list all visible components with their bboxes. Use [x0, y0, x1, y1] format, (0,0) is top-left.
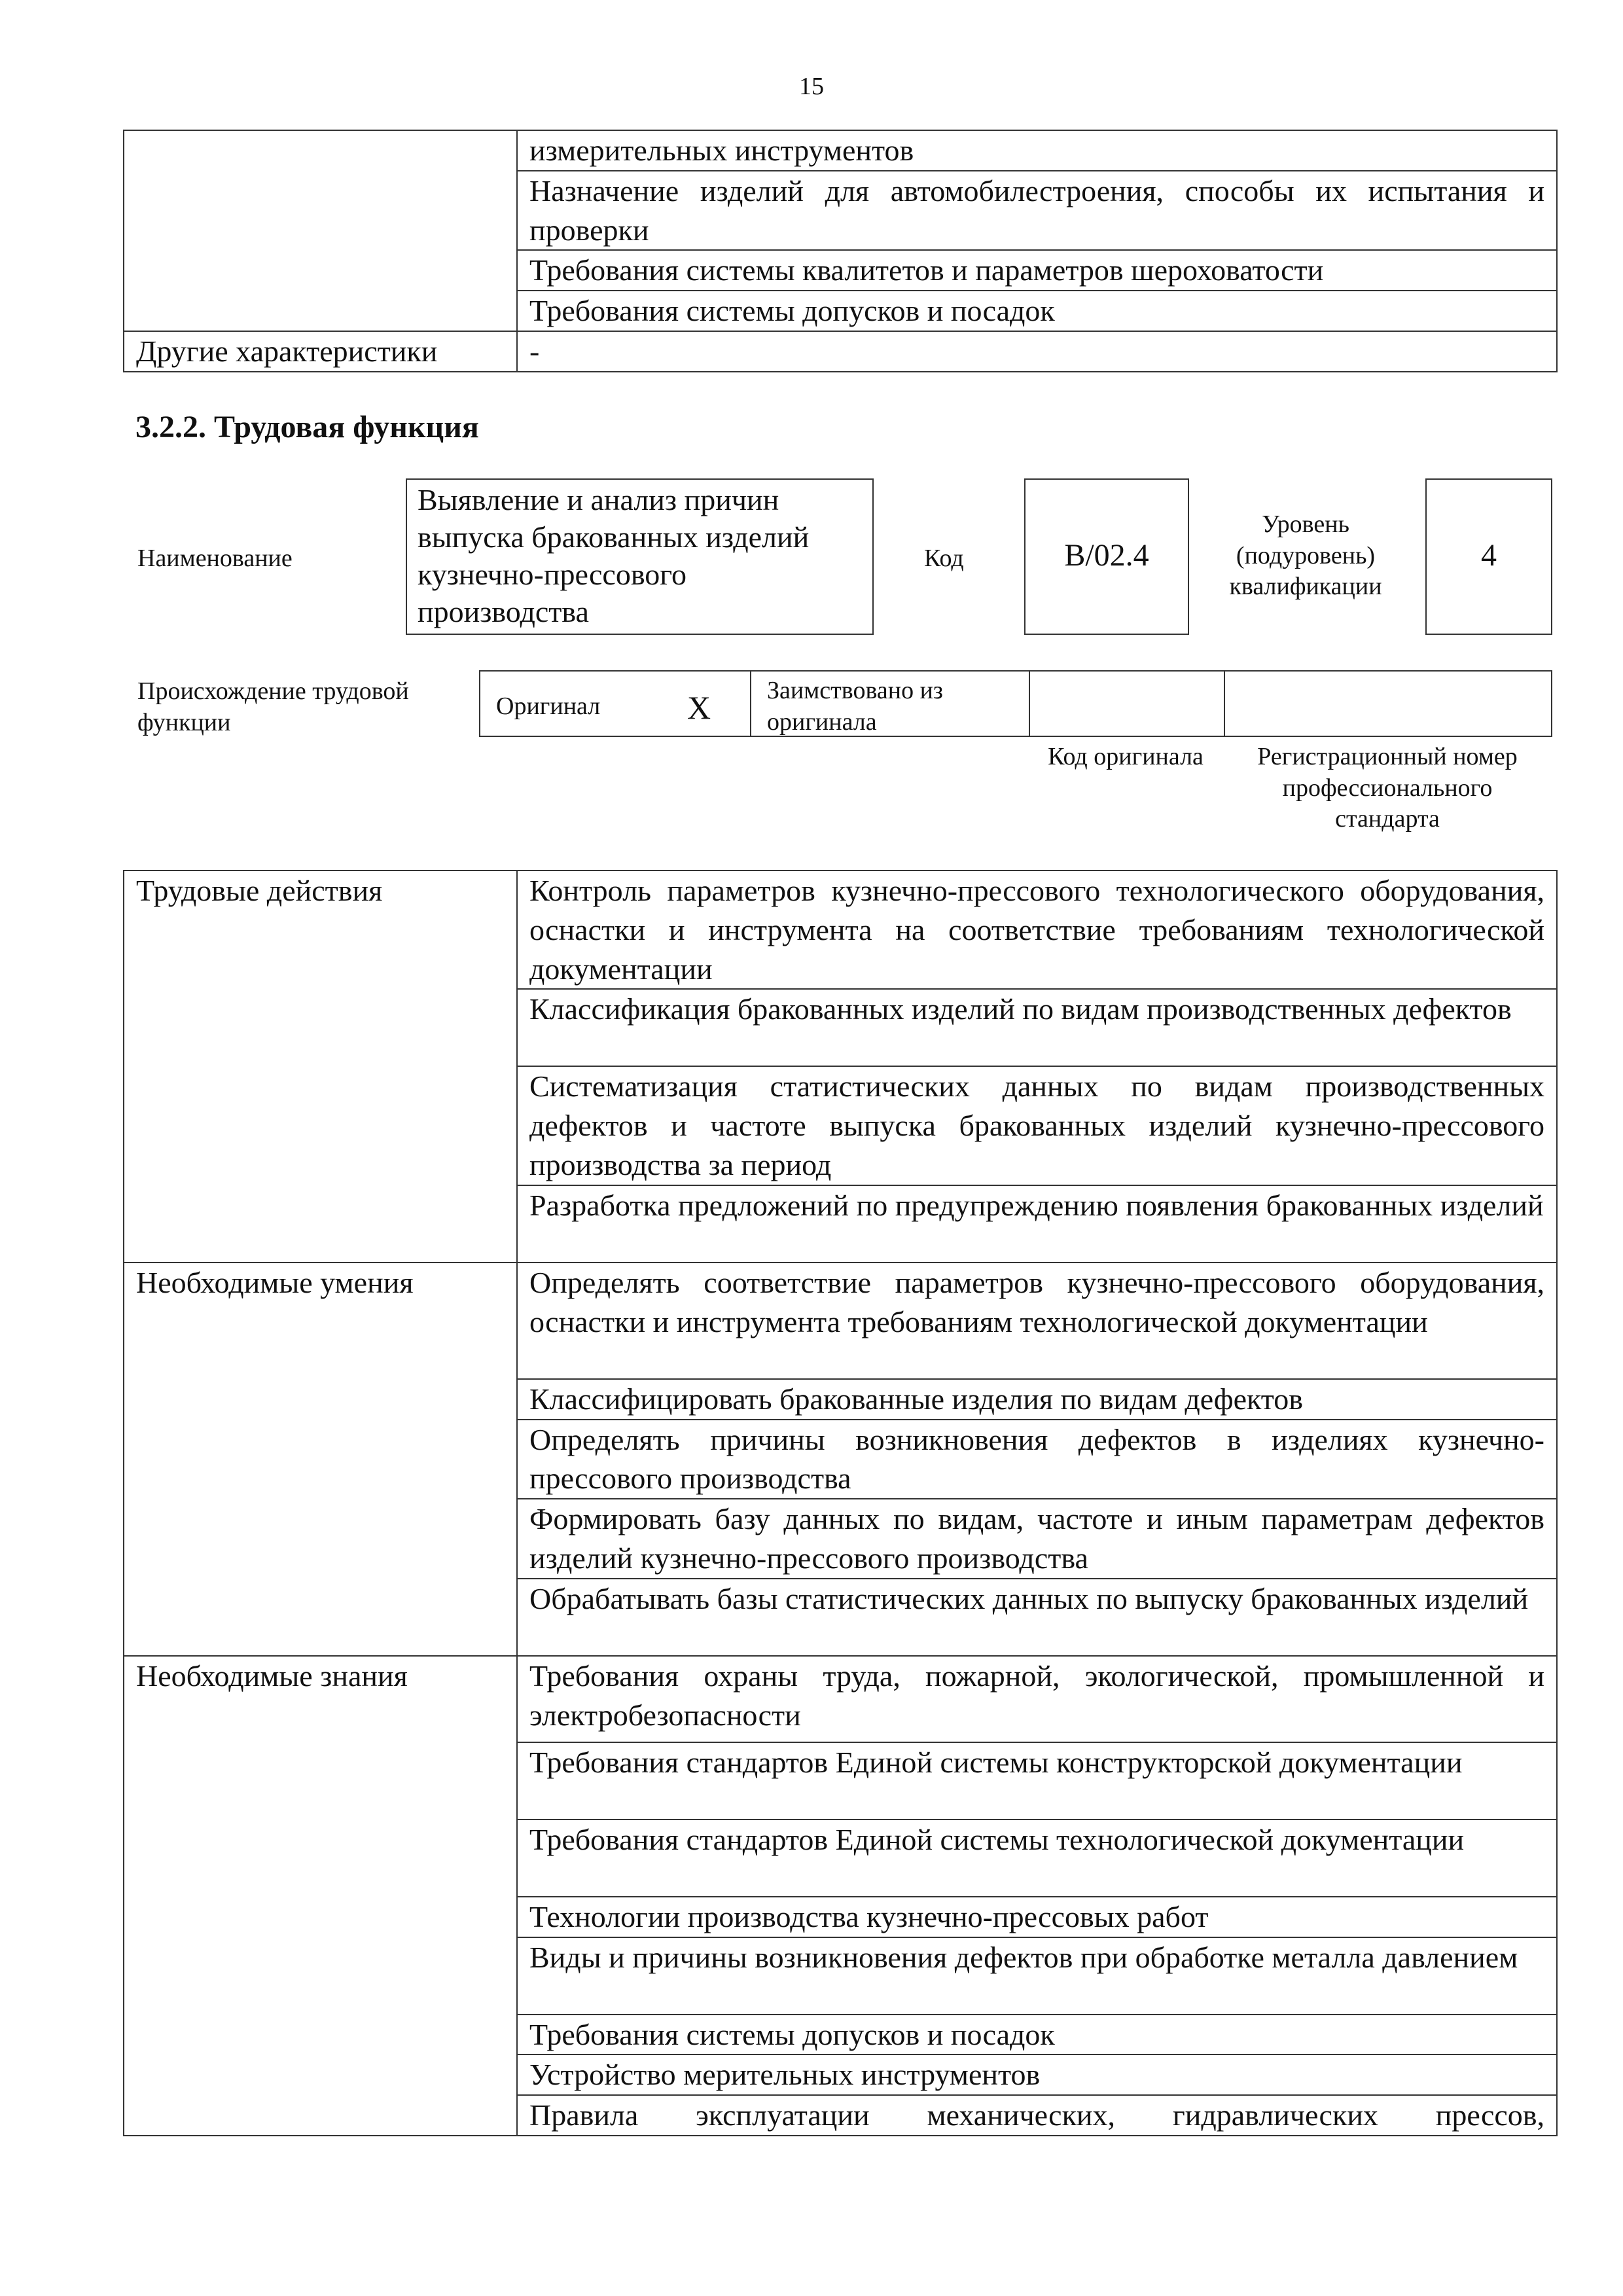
table-row: Требования стандартов Единой системы технологической документации: [517, 1820, 1557, 1897]
registration-caption: Регистрационный номер профессионального стандарта: [1257, 743, 1518, 833]
function-requirements-table: [123, 870, 1558, 2136]
level-label: Уровень (подуровень) квалификации: [1229, 511, 1382, 600]
function-name-value: Выявление и анализ причин выпуска бракованных изделий кузнечно-прессового производства: [418, 483, 810, 629]
page-number: 15: [799, 73, 824, 100]
table-row: Требования стандартов Единой системы конструкторской документации: [517, 1742, 1557, 1820]
table-row: Требования системы допусков и посадок: [517, 2015, 1557, 2055]
top-characteristics-table: [123, 130, 1558, 372]
code-caption: Код оригинала: [1048, 743, 1204, 770]
table-row: Определять соответствие параметров кузнечно-прессового оборудования, оснастки и инструмента требованиям технологической документации: [517, 1263, 1557, 1379]
code-box: [1024, 478, 1189, 635]
table-row: Технологии производства кузнечно-прессовых работ: [517, 1897, 1557, 1937]
actions-label: Трудовые действия: [124, 870, 517, 1263]
original-label: Оригинал: [496, 692, 601, 720]
table-row: Систематизация статистических данных по видам производственных дефектов и частоте выпуска бракованных изделий кузнечно-прессового производства за период: [517, 1066, 1557, 1185]
table-row: Виды и причины возникновения дефектов при обработке металла давлением: [517, 1937, 1557, 2015]
borrowed-label: Заимствовано из оригинала: [767, 677, 943, 736]
table-row: Классифицировать бракованные изделия по видам дефектов: [517, 1379, 1557, 1420]
skills-label: Необходимые умения: [124, 1263, 517, 1656]
function-name-box: [406, 478, 874, 635]
code-label: Код: [924, 545, 964, 572]
section-heading: 3.2.2. Трудовая функция: [135, 410, 479, 444]
empty-label-cell: [124, 130, 517, 331]
other-characteristics-value: -: [517, 331, 1557, 372]
table-row: Контроль параметров кузнечно-прессового технологического оборудования, оснастки и инструмента на соответствие требованиям технологической документации: [517, 870, 1557, 989]
table-row: Формировать базу данных по видам, частоте и иным параметрам дефектов изделий кузнечно-прессового производства: [517, 1499, 1557, 1579]
knowledge-label: Необходимые знания: [124, 1656, 517, 2136]
original-cell: [479, 670, 751, 737]
table-row: Требования охраны труда, пожарной, экологической, промышленной и электробезопасности: [517, 1656, 1557, 1742]
table-row: Назначение изделий для автомобилестроения, способы их испытания и проверки: [517, 171, 1557, 251]
table-row: Обрабатывать базы статистических данных по выпуску бракованных изделий: [517, 1579, 1557, 1656]
borrowed-cell: [750, 670, 1030, 737]
original-mark: X: [687, 689, 711, 726]
name-label: Наименование: [137, 545, 293, 572]
table-row: Устройство мерительных инструментов: [517, 2054, 1557, 2095]
table-row: Разработка предложений по предупреждению появления бракованных изделий: [517, 1185, 1557, 1263]
original-code-cell: [1029, 670, 1225, 737]
code-value: B/02.4: [1064, 538, 1149, 573]
other-characteristics-label: Другие характеристики: [124, 331, 517, 372]
table-row: Определять причины возникновения дефектов в изделиях кузнечно-прессового производства: [517, 1420, 1557, 1499]
origin-label: Происхождение трудовой функции: [137, 677, 409, 736]
table-row: Правила эксплуатации механических, гидравлических прессов,: [517, 2095, 1557, 2136]
registration-number-cell: [1224, 670, 1552, 737]
table-row: Классификация бракованных изделий по видам производственных дефектов: [517, 989, 1557, 1066]
level-box: [1425, 478, 1552, 635]
table-row: Требования системы допусков и посадок: [517, 291, 1557, 331]
level-value: 4: [1481, 538, 1497, 573]
table-row: Требования системы квалитетов и параметров шероховатости: [517, 250, 1557, 291]
table-row: измерительных инструментов: [517, 130, 1557, 171]
